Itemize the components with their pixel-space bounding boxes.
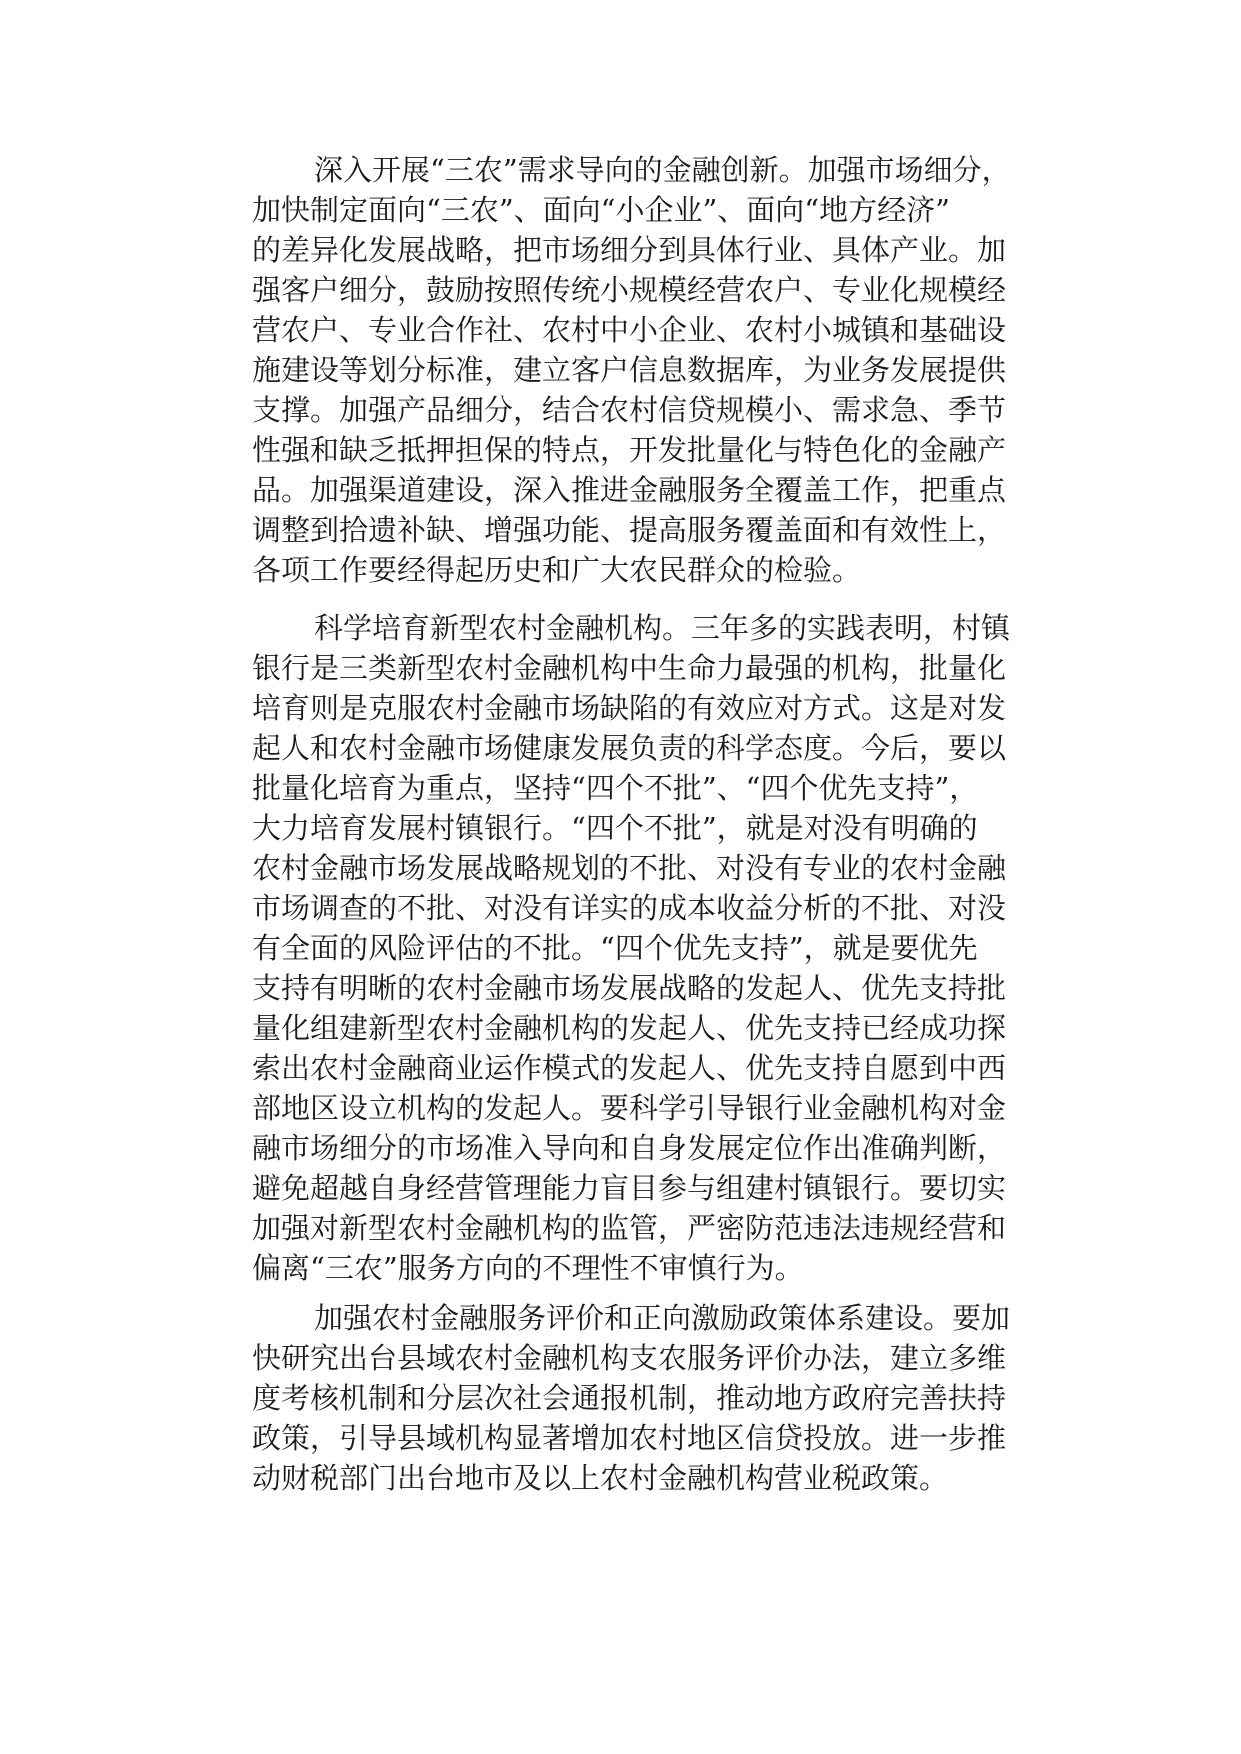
text-line: 科学培育新型农村金融机构。三年多的实践表明，村镇 <box>314 611 1011 645</box>
text-line: 政策，引导县域机构显著增加农村地区信贷投放。进一步推 <box>252 1421 1007 1455</box>
text-line: 营农户、专业合作社、农村中小企业、农村小城镇和基础设 <box>252 313 1007 347</box>
text-line: 培育则是克服农村金融市场缺陷的有效应对方式。这是对发 <box>252 691 1007 725</box>
text-line: 加强对新型农村金融机构的监管，严密防范违法违规经营和 <box>252 1211 1007 1245</box>
text-line: 各项工作要经得起历史和广大农民群众的检验。 <box>252 553 862 587</box>
text-line: 量化组建新型农村金融机构的发起人、优先支持已经成功探 <box>252 1011 1007 1045</box>
text-line: 支撑。加强产品细分，结合农村信贷规模小、需求急、季节 <box>252 393 1007 427</box>
text-line: 的差异化发展战略，把市场细分到具体行业、具体产业。加 <box>252 233 1007 267</box>
text-line: 施建设等划分标准，建立客户信息数据库，为业务发展提供 <box>252 353 1007 387</box>
text-line: 融市场细分的市场准入导向和自身发展定位作出准确判断， <box>252 1131 1007 1165</box>
text-line: 加强农村金融服务评价和正向激励政策体系建设。要加 <box>314 1301 1011 1335</box>
text-line: 农村金融市场发展战略规划的不批、对没有专业的农村金融 <box>252 851 1007 885</box>
text-line: 批量化培育为重点，坚持“四个不批”、“四个优先支持”， <box>252 771 979 805</box>
text-line: 银行是三类新型农村金融机构中生命力最强的机构，批量化 <box>252 651 1007 685</box>
text-line: 品。加强渠道建设，深入推进金融服务全覆盖工作，把重点 <box>252 473 1007 507</box>
text-line: 起人和农村金融市场健康发展负责的科学态度。今后，要以 <box>252 731 1007 765</box>
text-line: 动财税部门出台地市及以上农村金融机构营业税政策。 <box>252 1461 949 1495</box>
paragraph-service-evaluation-incentives <box>252 1298 1012 1498</box>
text-line: 支持有明晰的农村金融市场发展战略的发起人、优先支持批 <box>252 971 1007 1005</box>
paragraph-rural-finance-innovation <box>252 150 1012 590</box>
text-line: 深入开展“三农”需求导向的金融创新。加强市场细分， <box>314 153 1011 187</box>
paragraph-new-rural-financial-institutions <box>252 608 1012 1288</box>
text-line: 避免超越自身经营管理能力盲目参与组建村镇银行。要切实 <box>252 1171 1007 1205</box>
text-line: 性强和缺乏抵押担保的特点，开发批量化与特色化的金融产 <box>252 433 1007 467</box>
text-line: 大力培育发展村镇银行。“四个不批”，就是对没有明确的 <box>252 811 978 845</box>
text-line: 偏离“三农”服务方向的不理性不审慎行为。 <box>252 1251 804 1285</box>
text-line: 索出农村金融商业运作模式的发起人、优先支持自愿到中西 <box>252 1051 1007 1085</box>
text-line: 加快制定面向“三农”、面向“小企业”、面向“地方经济” <box>252 193 950 227</box>
text-line: 部地区设立机构的发起人。要科学引导银行业金融机构对金 <box>252 1091 1007 1125</box>
text-line: 市场调查的不批、对没有详实的成本收益分析的不批、对没 <box>252 891 1007 925</box>
text-line: 度考核机制和分层次社会通报机制，推动地方政府完善扶持 <box>252 1381 1007 1415</box>
text-line: 有全面的风险评估的不批。“四个优先支持”，就是要优先 <box>252 931 978 965</box>
text-line: 强客户细分，鼓励按照传统小规模经营农户、专业化规模经 <box>252 273 1007 307</box>
text-line: 快研究出台县域农村金融机构支农服务评价办法，建立多维 <box>252 1341 1007 1375</box>
text-line: 调整到拾遗补缺、增强功能、提高服务覆盖面和有效性上， <box>252 513 1007 547</box>
